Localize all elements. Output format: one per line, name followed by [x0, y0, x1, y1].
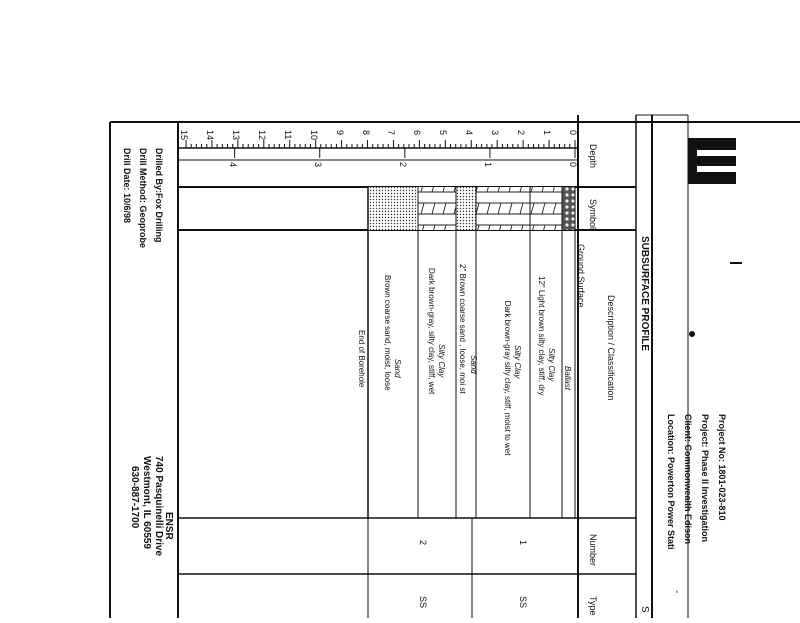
profile-layer2-title: Silty Clay [513, 345, 522, 379]
ballast-symbol [562, 187, 575, 230]
sample-1-number: 1 [518, 540, 528, 546]
depth-meter-label: 2 [397, 162, 408, 168]
project-name: Project: Phase II Investigation [700, 414, 710, 543]
profile-layer3-title: Sand [469, 355, 478, 374]
symbol-column-header: Symbol [588, 199, 598, 230]
sample-1-type: SS [518, 596, 528, 609]
company-address-line1: 740 Pasquinelli Drive [153, 456, 164, 557]
description-column-header: Description / Classification [606, 295, 616, 401]
drilled-by: Drilled By:Fox Drilling [154, 148, 164, 243]
sample-2-number: 2 [418, 540, 428, 546]
depth-feet-label: 12 [256, 130, 267, 141]
strata-boundaries [368, 187, 575, 618]
company-address-line2: Westmont, IL 60559 [141, 456, 152, 549]
depth-feet-label: 5 [438, 130, 449, 136]
depth-meter-label: 0 [568, 162, 578, 168]
sample-2-type: SS [418, 596, 428, 609]
company-name: ENSR [163, 512, 174, 540]
silty-clay-3-symbol [418, 187, 456, 230]
profile-layer1-title: Silty Clay [547, 348, 556, 382]
profile-layer1-body: 12" Light brown silty clay, stiff, dry [537, 276, 546, 396]
section-cut-marks [690, 263, 743, 337]
profile-ground-surface: Ground Surface [576, 244, 586, 308]
sand-1-symbol [456, 187, 476, 230]
client-name: Client: Commonwealth Edison [683, 414, 693, 545]
silty-clay-2-symbol [476, 187, 530, 230]
depth-meter-label: 3 [312, 162, 323, 168]
depth-feet-label: 2 [516, 130, 527, 136]
location-name: Location: Powerton Power Stati [666, 414, 676, 550]
drill-method: Drill Method: Geoprobe [138, 148, 148, 248]
profile-layer3-body: 2" Brown coarse sand , loose, moi st [458, 264, 467, 394]
depth-feet-label: 13 [230, 130, 241, 141]
type-column-header: Type [588, 596, 598, 616]
depth-feet-label: 1 [542, 130, 553, 136]
profile-layer2-body: Dark brown-gray silty clay, stiff, moist to wet [503, 300, 512, 456]
dash-mark: - [671, 590, 682, 594]
silty-clay-1-symbol [530, 187, 562, 230]
depth-feet-label: 11 [282, 130, 293, 140]
company-logo [688, 138, 736, 184]
depth-feet-label: 7 [386, 130, 397, 136]
depth-feet-label: 0 [568, 130, 578, 136]
depth-feet-label: 9 [334, 130, 345, 136]
profile-layer4-title: Silty Clay [437, 344, 446, 378]
depth-ruler [178, 140, 578, 160]
section-title: SUBSURFACE PROFILE [639, 236, 650, 352]
depth-feet-label: 3 [490, 130, 501, 136]
depth-feet-label: 6 [412, 130, 423, 136]
depth-column-header: Depth [588, 144, 598, 169]
depth-feet-label: 10 [308, 130, 319, 141]
project-number: Project No: 1801-023-810 [717, 414, 727, 521]
profile-layer4-body: Dark brown-gray, silty clay, stiff, wet [427, 268, 436, 395]
strata-symbols [368, 187, 575, 230]
profile-end-of-borehole: End of Borehole [357, 330, 366, 388]
depth-meter-label: 4 [227, 162, 238, 168]
number-column-header: Number [588, 534, 598, 567]
profile-layer5-body: Brown coarse sand, moist, loose [383, 275, 392, 391]
cut-column-label: S [639, 606, 650, 613]
depth-feet-label: 14 [204, 130, 215, 141]
drill-date: Drill Date: 10/6/98 [122, 148, 132, 224]
depth-feet-label: 8 [360, 130, 371, 136]
profile-ballast-title: Ballast [563, 366, 572, 391]
depth-meter-label: 1 [482, 162, 493, 168]
depth-feet-label: 15 [179, 130, 189, 141]
profile-layer5-title: Sand [393, 359, 402, 378]
company-phone: 630-887-1700 [129, 466, 140, 529]
sand-2-symbol [368, 187, 418, 230]
depth-feet-label: 4 [464, 130, 475, 136]
